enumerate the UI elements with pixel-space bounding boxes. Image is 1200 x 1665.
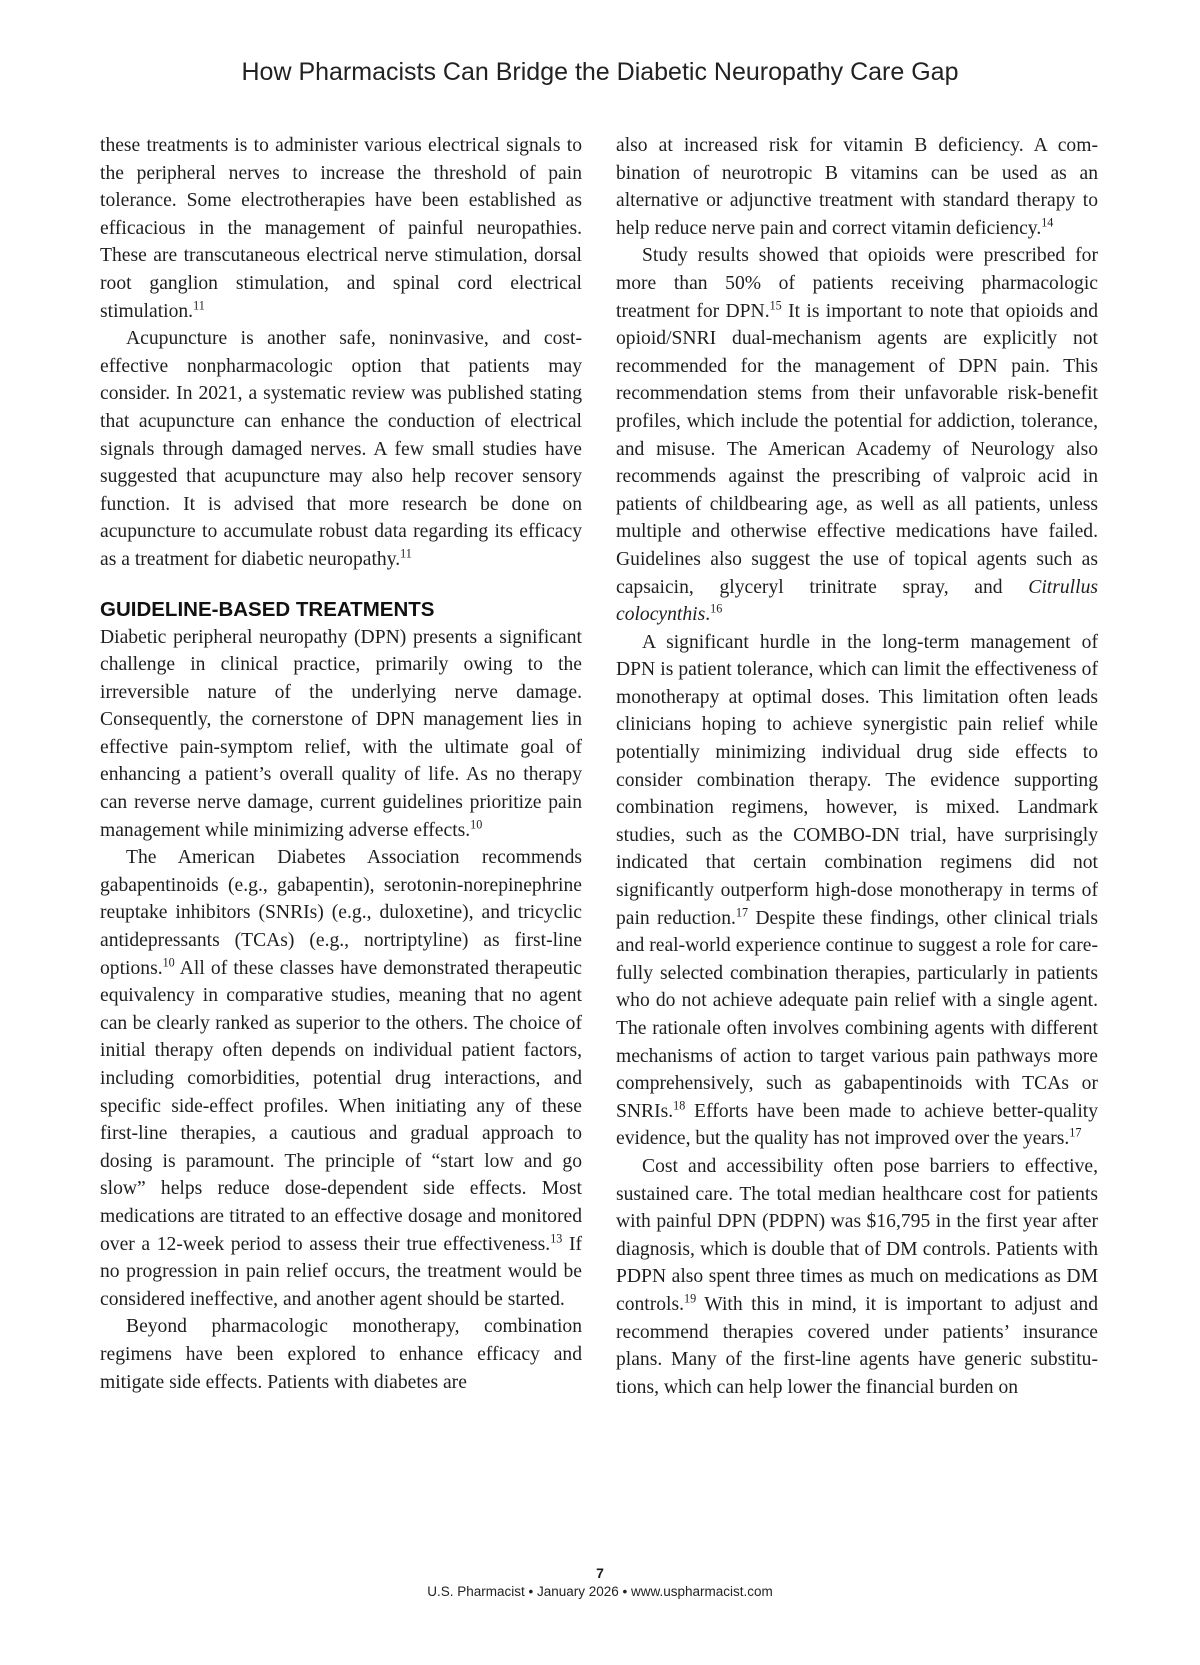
page-number: 7 [596,1565,604,1581]
paragraph-vitamin-b: also at increased risk for vitamin B deficiency. A combination of neurotropic B vitamins can be used as an alternative or adjunctive treatment with standard therapy to help reduce nerve pain and correct vitamin deficiency.$^{14}$ [616,135,1098,239]
citation-ref: 16 [710,601,723,616]
paragraph-acupuncture: Acupuncture is another safe, noninvasive, and cost-effective nonpharmacologic option that patients may consider. In 2021, a systematic review was published stating that acupuncture can enhance the conduction of electrical signals through damaged nerves. A few small studies have suggested that acupuncture may also help recover sensory function. It is advised that more research be done on acupuncture to accumulate robust data regarding its efficacy as a treatment for diabetic neuropathy.$^{11}$ [100,328,582,570]
citation-ref: 18 [673,1098,686,1113]
paragraph-opioids: Study results showed that opioids were prescribed for more than 50% of patients receiving pharmacologic treatment for DPN.$^{15}$ It is important to note that opioids and opioid/SNRI dual-mechanism agents are explicitly not recommended for the management of DPN pain. This recommendation stems from their unfavorable risk-benefit profiles, which include the potential for addiction, tolerance, and misuse. The American Academy of Neurology also recommends against the prescribing of valproic acid in patients of childbearing age, as well as all patients, unless multiple and otherwise effective medications have failed. Guidelines also suggest the use of topical agents such as capsaicin, glyceryl trinitrate spray, and Citrullus colocynthis.$^{16}$ [616,245,1098,626]
citation-ref: 19 [684,1291,697,1306]
left-column [100,132,582,1396]
citation-ref: 14 [1041,215,1054,230]
citation-ref: 15 [769,298,782,313]
right-column [616,132,1098,1401]
citation-ref: 11 [400,546,412,561]
section-heading-guideline-treatments: GUIDELINE-BASED TREATMENTS [100,597,435,621]
paragraph-electrotherapy: these treatments is to administer various electrical signals to the peripheral nerves to increase the threshold of pain tolerance. Some electrotherapies have been established as efficacious in the management of painful neuropathies. These are transcutaneous electrical nerve stimulation, dorsal root ganglion stimulation, and spinal cord electrical stimulation.$^{11}$ [100,135,582,322]
paragraph-combination-regimens: Beyond pharmacologic monotherapy, combination regimens have been explored to enhance efficacy and mitigate side effects. Patients with diabetes are [100,1316,582,1393]
italic-species-name: Citrullus colocynthis [616,576,1098,626]
paragraph-ada-recommendations: The American Diabetes Association recommends gabapentinoids (e.g., gabapentin), serotonin-norepinephrine reuptake inhibitors (SNRIs) (e.g., duloxetine), and tricyclic antidepressants (TCAs) (e.g., nortriptyline) as first-line options.$^{10}$ All of these classes have demonstrated therapeutic equivalency in comparative studies, meaning that no agent can be clearly ranked as superior to the others. The choice of initial therapy often depends on individual patient factors, including comorbidities, potential drug interactions, and specific side-effect profiles. When initiating any of these first-line therapies, a cautious and gradual approach to dosing is paramount. The principle of “start low and go slow” helps reduce dose-dependent side effects. Most medications are titrated to an effective dosage and monitored over a 12-week period to assess their true effectiveness.$^{13}$ If no progression in pain relief occurs, the treatment would be considered ineffective, and another agent should be started. [100,847,583,1310]
citation-ref: 17 [735,905,749,920]
citation-ref: 13 [550,1231,563,1246]
running-head-title: How Pharmacists Can Bridge the Diabetic Neuropathy Care Gap [241,58,959,86]
citation-ref: 10 [470,817,483,832]
citation-ref: 10 [162,955,175,970]
citation-ref: 11 [193,298,205,313]
paragraph-dpn-challenge: Diabetic peripheral neuropathy (DPN) presents a significant challenge in clinical practice, primarily owing to the irreversible nature of the underlying nerve damage. Consequently, the cornerstone of DPN management lies in effective pain-symptom relief, with the ultimate goal of enhancing a patient’s overall quality of life. As no therapy can reverse nerve damage, current guidelines prioritize pain management while minimizing adverse effects.$^{10}$ [100,626,582,841]
paragraph-cost-accessibility: Cost and accessibility often pose barriers to effective, sustained care. The total median healthcare cost for patients with painful DPN (PDPN) was $16,795 in the first year after diagnosis, which is double that of DM controls. Patients with PDPN also spent three times as much on medications as DM controls.$^{19}$ With this in mind, it is important to adjust and recommend therapies covered under patients’ insurance plans. Many of the first-line agents have generic substitutions, which can help lower the financial burden on [616,1155,1098,1398]
publication-footer: U.S. Pharmacist • January 2026 • www.uspharmacist.com [427,1584,773,1599]
paragraph-patient-tolerance: A significant hurdle in the long-term management of DPN is patient tolerance, which can limit the effectiveness of monotherapy at optimal doses. This limitation often leads clinicians hoping to achieve synergistic pain relief while potentially minimizing individual drug side effects to consider combination therapy. The evidence supporting combination regimens, however, is mixed. Landmark studies, such as the COMBO-DN trial, have surprisingly indicated that certain combination regimens did not significantly outperform high-dose monotherapy in terms of pain reduction.$^{17}$ Despite these findings, other clinical trials and real-world experience continue to suggest a role for carefully selected combination therapies, particularly in patients who do not achieve adequate pain relief with a single agent. The rationale often involves combining agents with different mechanisms of action to target various pain pathways more comprehensively, such as gabapentinoids with TCAs or SNRIs.$^{18}$ Efforts have been made to achieve better-quality evidence, but the quality has not improved over the years.$^{17}$ [616,631,1098,1150]
citation-ref: 17 [1069,1125,1082,1140]
